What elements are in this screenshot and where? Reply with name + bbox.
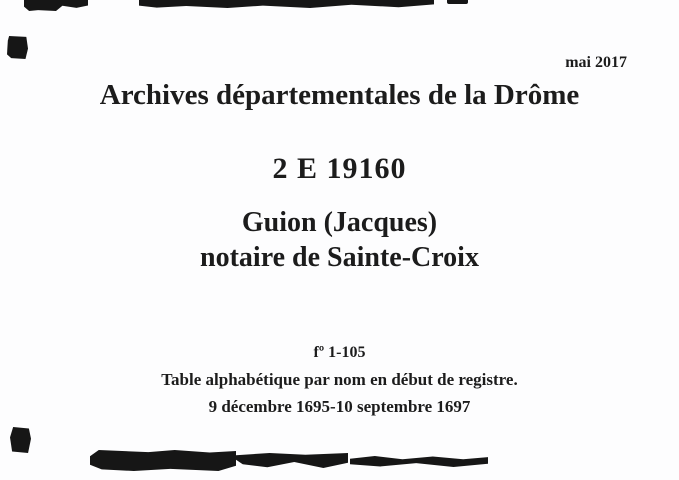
date-range: 9 décembre 1695-10 septembre 1697	[208, 397, 471, 416]
content-description: Table alphabétique par nom en début de registre.	[161, 370, 518, 389]
date-note: mai 2017	[565, 54, 627, 71]
scan-smudge-bottom-left	[10, 427, 31, 453]
notary-name: Guion (Jacques)	[241, 207, 438, 238]
scan-smudge-bottom-bar-1	[90, 450, 236, 471]
scan-smudge-bottom-bar-3	[350, 456, 488, 467]
archive-reference: 2 E 19160	[272, 152, 407, 185]
scan-smudge-top-bar	[139, 0, 434, 8]
scan-smudge-bottom-bar-2	[236, 453, 348, 468]
scan-smudge-left-edge	[7, 36, 28, 59]
scan-smudge-top-left	[24, 0, 88, 11]
archive-title: Archives départementales de la Drôme	[99, 79, 580, 111]
folio-range: fº 1-105	[313, 344, 366, 361]
notary-location: notaire de Sainte-Croix	[200, 242, 479, 273]
scan-smudge-top-speck	[447, 0, 468, 4]
